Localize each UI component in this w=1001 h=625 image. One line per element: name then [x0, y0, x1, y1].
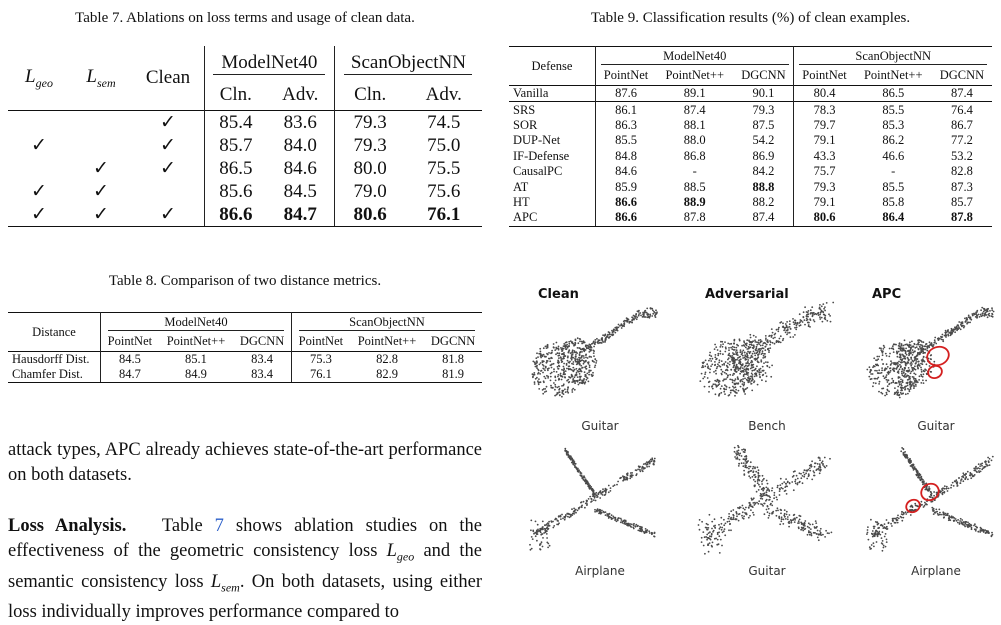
loss-analysis-heading: Loss Analysis. [8, 516, 127, 536]
table8: Distance ModelNet40 ScanObjectNN PointNet PointNet++ DGCNN PointNet PointNet++ DGCNN Hausdorff Dist. 84.5 85.1 83.4 75.3 82.8 81.8 Chamfer Dist. 84.7 84.9 83.4 76.1 82.9 81.9 [8, 312, 482, 383]
table-row: Hausdorff Dist. 84.5 85.1 83.4 75.3 82.8 81.8 [8, 352, 482, 368]
table-row: SRS 86.1 87.4 79.3 78.3 85.5 76.4 [509, 102, 992, 118]
point-cloud-airplane-adversarial [697, 440, 837, 560]
figure-label-clean: Clean [538, 287, 579, 302]
table-row: APC 86.6 87.8 87.4 80.6 86.4 87.8 [509, 210, 992, 226]
col-defense-header: Defense [531, 58, 573, 73]
figure-caption-guitar: Guitar [917, 419, 955, 433]
group-scanobjectnn: ScanObjectNN [794, 47, 992, 67]
table-row: DUP-Net 85.5 88.0 54.2 79.1 86.2 77.2 [513, 133, 973, 148]
figure-label-adversarial: Adversarial [705, 287, 789, 302]
figure-caption-airplane: Airplane [575, 564, 625, 578]
point-cloud-guitar-apc [862, 300, 1001, 415]
col-clean-header: Clean [145, 67, 191, 88]
table-row: Vanilla 87.6 89.1 90.1 80.4 86.5 87.4 [509, 86, 992, 102]
table7-caption: Table 7. Ablations on loss terms and usage of clean data. [75, 10, 415, 26]
col-distance-header: Distance [32, 324, 76, 339]
table-row: ✓ ✓ 86.5 84.6 80.0 75.5 [93, 157, 461, 179]
figure-caption-airplane: Airplane [911, 564, 961, 578]
point-cloud-guitar-clean [525, 300, 665, 415]
point-cloud-airplane-apc [862, 440, 1001, 560]
table-ref-link[interactable]: 7 [214, 516, 224, 536]
group-modelnet40: ModelNet40 [101, 313, 292, 333]
table9-caption: Table 9. Classification results (%) of clean examples. [590, 10, 911, 26]
table-row: AT 85.9 88.5 88.8 79.3 85.5 87.3 [513, 179, 973, 194]
point-cloud-guitar-adversarial [697, 300, 837, 415]
sub-cln: Cln. [334, 80, 405, 111]
figure-caption-guitar: Guitar [748, 564, 786, 578]
table7 [8, 46, 482, 227]
table9: Defense ModelNet40 ScanObjectNN PointNet PointNet++ DGCNN PointNet PointNet++ DGCNN Vanilla 87.6 89.1 90.1 80.4 86.5 87.4 SRS 86.1 87.4 79.3 78.3 85.5 76.4 SOR 86.3 88.1 87.5 79.7 85.3 86.7 DUP-Net 85.5 88.0 54.2 79.1 86.2 77.2 IF-Defense 84.8 86.8 86.9 43.3 46.6 53.2 CausalPC 84.6 - 84.2 75.7 - 82.8 AT 85.9 88.5 88.8 79.3 85.5 87.3 HT 86.6 88.9 88.2 79.1 85.8 85.7 APC 86.6 87.8 87.4 80.6 86.4 87.8 [509, 46, 992, 227]
figure-caption-guitar: Guitar [581, 419, 619, 433]
sub-adv: Adv. [282, 84, 319, 105]
table-row: ✓ 85.4 83.6 79.3 74.5 [8, 111, 482, 135]
figure-label-apc: APC [872, 287, 902, 302]
table-row: Chamfer Dist. 84.7 84.9 83.4 76.1 82.9 81.9 [8, 367, 482, 383]
table-row: ✓ ✓ ✓ 86.6 84.7 80.6 76.1 [8, 203, 482, 227]
table-row: ✓ ✓ 85.6 84.5 79.0 75.6 [31, 180, 461, 202]
paragraph-loss-analysis: Loss Analysis. Table 7 shows ablation studies on the effectiveness of the geometric consistency loss $L_{geo}$ and the semantic consistency loss $L_{sem}$. On both datasets, using either loss individually improves performance compared to [8, 516, 483, 623]
sub-cln: Cln. [205, 80, 267, 111]
figure-caption-bench: Bench [748, 419, 786, 433]
table-row: IF-Defense 84.8 86.8 86.9 43.3 46.6 53.2 [513, 148, 973, 163]
group-modelnet40: ModelNet40 [205, 46, 335, 80]
sub-adv: Adv. [425, 84, 462, 105]
paragraph-attack-types: attack types, APC already achieves state-of-the-art performance on both datasets. [8, 440, 482, 485]
col-lgeo-header: $L_{geo}$ [25, 65, 53, 90]
table8-caption: Table 8. Comparison of two distance metrics. [108, 273, 382, 289]
group-scanobjectnn: ScanObjectNN [291, 313, 482, 333]
group-modelnet40: ModelNet40 [596, 47, 794, 67]
table-row: CausalPC 84.6 - 84.2 75.7 - 82.8 [513, 164, 973, 179]
group-scanobjectnn: ScanObjectNN [334, 46, 482, 80]
table-row: ✓ ✓ 85.7 84.0 79.3 75.0 [31, 134, 461, 156]
point-cloud-airplane-clean [525, 440, 665, 560]
table-row: HT 86.6 88.9 88.2 79.1 85.8 85.7 [513, 194, 973, 209]
table-row: SOR 86.3 88.1 87.5 79.7 85.3 86.7 [513, 117, 973, 132]
col-lsem-header: $L_{sem}$ [86, 65, 116, 90]
